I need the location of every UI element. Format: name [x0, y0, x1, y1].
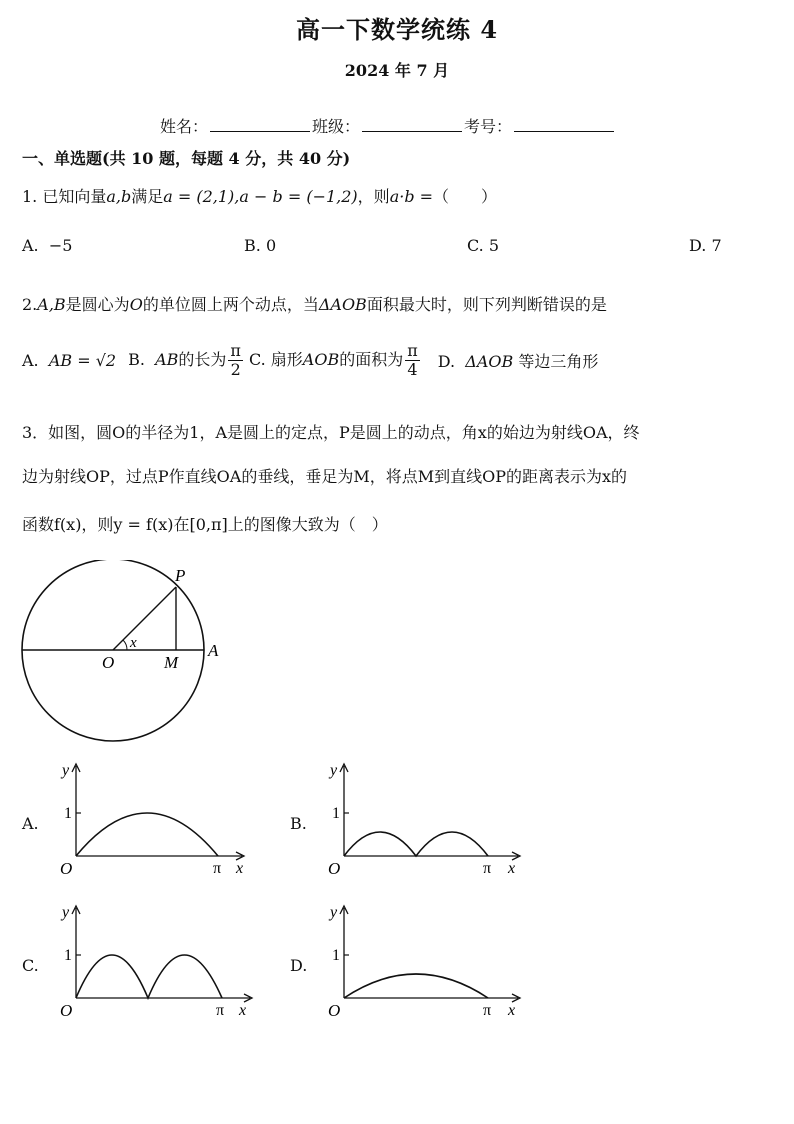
y-label: y [330, 904, 338, 921]
numerator: π [230, 341, 241, 360]
option-label: A. [22, 236, 39, 255]
q1-answer-paren: （ ） [433, 187, 498, 206]
name-label: 姓名： [160, 117, 209, 136]
denominator: 2 [230, 360, 241, 379]
q2-text-2: 的单位圆上两个动点，当 [142, 295, 319, 314]
q2-prefix: 2. [22, 295, 38, 314]
q3-line-2: 边为射线OP，过点P作直线OA的垂线，垂足为M，将点M到直线OP的距离表示为x的 [22, 467, 627, 486]
one-label: 1 [64, 947, 72, 964]
student-info-row [160, 114, 616, 137]
numerator: π [407, 341, 418, 360]
option-label: B. [128, 350, 145, 369]
y-label: y [62, 762, 70, 779]
graph-a [52, 758, 252, 880]
option-value: −5 [48, 236, 73, 255]
x-label: x [239, 1002, 247, 1019]
ray-op [113, 587, 176, 650]
q3-option-b[interactable]: B. [290, 814, 307, 833]
denominator: 4 [407, 360, 418, 379]
q1-dot-product: a·b = [389, 187, 434, 206]
page-title: 高一下数学统练 4 [295, 15, 499, 44]
label-x: x [130, 635, 137, 651]
q1-condition-1: a = (2,1), [163, 187, 240, 206]
q2-triangle: ΔAOB [318, 295, 367, 314]
option-label: D. [437, 352, 456, 371]
fraction [228, 342, 243, 379]
pi-label: π [483, 1002, 492, 1019]
q1-option-a[interactable] [22, 236, 72, 255]
angle-arc [123, 640, 127, 650]
class-field[interactable] [362, 117, 462, 132]
label-m: M [164, 653, 179, 672]
option-label: D. [689, 236, 707, 255]
curve [76, 813, 218, 856]
question-2 [22, 292, 607, 315]
q3-line-1: 3．如图，圆O的半径为1，A是圆上的定点，P是圆上的动点，角x的始边为射线OA，终 [22, 423, 640, 442]
option-value: 0 [265, 236, 277, 255]
q1-prefix: 1. 已知向量 [22, 187, 107, 206]
q2-text-1: 是圆心为 [65, 295, 130, 314]
option-label: A. [22, 351, 39, 370]
circle-figure [18, 560, 238, 750]
curve [76, 955, 222, 998]
q2-points: A,B [37, 295, 66, 314]
option-value: 5 [488, 236, 500, 255]
origin-label: O [328, 859, 341, 878]
pi-label: π [213, 860, 222, 877]
label-o: O [102, 653, 115, 672]
q2-options [22, 342, 598, 379]
one-label: 1 [332, 805, 340, 822]
q2-text-3: 面积最大时，则下列判断错误的是 [366, 295, 607, 314]
section-title: 一、单选题(共 10 题，每题 4 分，共 40 分) [22, 149, 351, 168]
one-label: 1 [64, 805, 72, 822]
name-field[interactable] [210, 117, 310, 132]
origin-label: O [60, 859, 73, 878]
q3-option-d[interactable]: D. [290, 956, 308, 975]
graph-c [52, 900, 262, 1024]
x-label: x [236, 860, 244, 877]
class-label: 班级： [312, 117, 361, 136]
q2-option-b[interactable] [128, 342, 245, 379]
option-text: 的长为 [178, 350, 227, 369]
y-label: y [62, 904, 70, 921]
q1-then: ，则 [357, 187, 390, 206]
option-label: C. 扇形 [248, 350, 303, 369]
q3-option-c[interactable]: C. [22, 956, 39, 975]
label-p: P [175, 566, 186, 585]
q2-option-d[interactable] [438, 349, 599, 372]
option-text: 等边三角形 [518, 352, 599, 371]
q1-option-b[interactable] [244, 236, 276, 255]
origin-label: O [60, 1001, 73, 1020]
q3-line-3: 函数f(x)，则y = f(x)在[0,π]上的图像大致为（ ） [22, 515, 388, 534]
x-label: x [508, 1002, 516, 1019]
exam-no-field[interactable] [514, 117, 614, 132]
x-label: x [508, 860, 516, 877]
label-a: A [208, 641, 219, 660]
y-label: y [330, 762, 338, 779]
q1-vectors: a,b [106, 187, 132, 206]
option-label: C. [467, 236, 484, 255]
option-value: 7 [711, 236, 722, 255]
q2-option-c[interactable] [249, 342, 422, 379]
pi-label: π [216, 1002, 225, 1019]
graph-b [320, 758, 530, 880]
pi-label: π [483, 860, 492, 877]
option-value: AB = √2 [48, 351, 117, 370]
curve [344, 974, 488, 998]
q2-option-a[interactable] [22, 351, 116, 370]
exam-no-label: 考号： [464, 117, 513, 136]
exam-date: 2024 年 7 月 [344, 61, 450, 80]
q2-center: O [129, 295, 143, 314]
option-text: 的面积为 [339, 350, 404, 369]
q3-option-a[interactable]: A. [22, 814, 39, 833]
fraction [405, 342, 420, 379]
option-sector: AOB [302, 350, 340, 369]
curve [344, 832, 488, 856]
q1-option-c[interactable] [467, 236, 499, 255]
question-1 [22, 184, 497, 207]
q1-condition-2: a − b = (−1,2) [239, 187, 358, 206]
option-arc: AB [155, 350, 179, 369]
q1-satisfy: 满足 [131, 187, 164, 206]
q1-option-d[interactable] [689, 236, 722, 255]
graph-d [320, 900, 530, 1024]
option-label: B. [244, 236, 261, 255]
option-triangle: ΔAOB [465, 352, 514, 371]
origin-label: O [328, 1001, 341, 1020]
one-label: 1 [332, 947, 340, 964]
